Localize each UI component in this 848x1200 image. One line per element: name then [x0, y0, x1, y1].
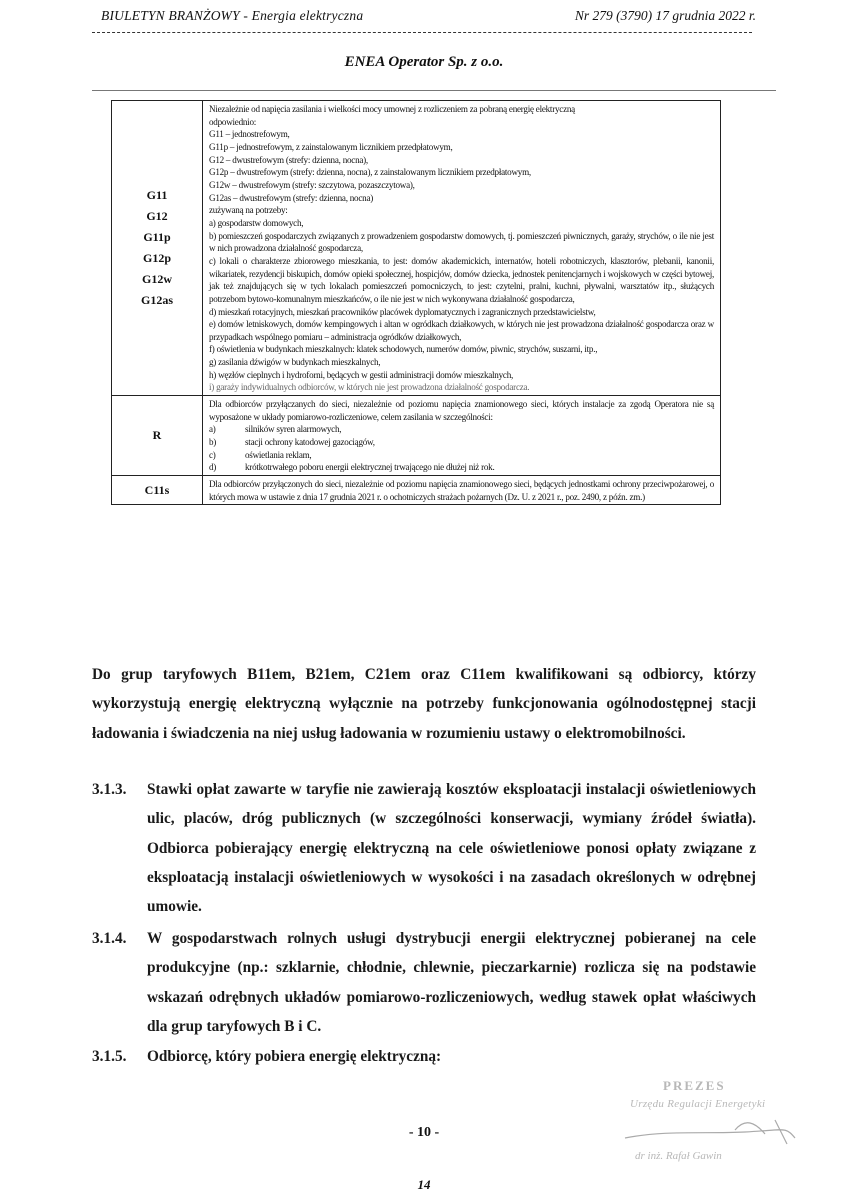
section-number: 3.1.5.	[92, 1048, 127, 1065]
list-item-text: stacji ochrony katodowej gazociągów,	[245, 437, 375, 448]
header-divider	[92, 32, 752, 33]
section-number: 3.1.3.	[92, 781, 127, 798]
usage-item: i) garaży indywidualnych odbiorców, w których nie jest prowadzona działalność gospodarcza.	[209, 382, 530, 393]
tariff-code: R	[152, 428, 162, 443]
description-line: Dla odbiorców przyłączanych do sieci, niezależnie od poziomu napięcia znamionowego sieci, których instalacje za zgodą Operatora nie są wyposażone w układy pomiarowo-rozliczeniowe, celem zasilania w szczególności:	[209, 399, 714, 422]
footer-page-number: 14	[417, 1177, 431, 1192]
usage-item: g) zasilania dźwigów w budynkach mieszkalnych,	[209, 357, 381, 368]
bulletin-title: BIULETYN BRANŻOWY - Energia elektryczna	[101, 8, 364, 23]
table-row	[112, 476, 721, 505]
section-3-1-5	[92, 1042, 756, 1071]
usage-item: d) mieszkań rotacyjnych, mieszkań pracowników placówek dyplomatycznych i zagranicznych przedstawicielstw,	[209, 306, 596, 317]
tariff-description-cell	[203, 396, 721, 476]
usage-item: a) gospodarstw domowych,	[209, 217, 304, 228]
list-item	[209, 461, 714, 474]
section-text: W gospodarstwach rolnych usługi dystrybucji energii elektrycznej pobieranej na cele produkcyjne (np.: szklarnie, chłodnie, chlewnie, pieczarkarnie) rozlicza się na podstawie wskazań odrębnych układów pomiarowo-rozliczeniowych, według stawek opłat właściwych dla grup taryfowych B i C.	[147, 930, 756, 1035]
tariff-codes-cell	[112, 101, 203, 396]
description-line: Niezależnie od napięcia zasilania i wielkości mocy umownej z rozliczeniem za pobraną energię elektryczną	[209, 104, 575, 114]
description-line: G12p – dwustrefowym (strefy: dzienna, nocna), z zainstalowanym licznikiem przedpłatowym,	[209, 167, 531, 178]
list-item-label: c)	[209, 449, 216, 460]
list-item-text: oświetlania reklam,	[245, 449, 312, 460]
tariff-code: G12	[146, 209, 168, 224]
page-number: - 10 -	[408, 1125, 440, 1140]
company-name: ENEA Operator Sp. z o.o.	[344, 54, 504, 70]
list-item-text: silników syren alarmowych,	[245, 424, 342, 435]
section-3-1-3	[92, 775, 756, 921]
section-text: Stawki opłat zawarte w taryfie nie zawierają kosztów eksploatacji instalacji oświetleniowych ulic, placów, dróg publicznych (w szczególności konserwacji, wymiany źródeł światła). Odbiorca pobierający energię elektryczną na cele oświetleniowe ponosi opłaty związane z eksploatacją instalacji oświetleniowych w wysokości i na zasadach określonych w odrębnej umowie.	[147, 781, 756, 916]
list-item-text: krótkotrwałego poboru energii elektrycznej trwającego nie dłużej niż rok.	[245, 462, 495, 473]
stamp-title: PREZES	[663, 1078, 726, 1093]
section-text: Odbiorcę, który pobiera energię elektryczną:	[147, 1048, 442, 1065]
description-line: G11p – jednostrefowym, z zainstalowanym licznikiem przedpłatowym,	[209, 141, 453, 152]
tariff-codes-cell	[112, 476, 203, 505]
table-row	[112, 396, 721, 476]
description-line: odpowiednio:	[209, 116, 257, 127]
list-item	[209, 423, 714, 436]
tariff-codes-cell	[112, 396, 203, 476]
company-divider	[92, 90, 776, 91]
list-item-label: d)	[209, 462, 217, 473]
table-row	[112, 101, 721, 396]
list-item	[209, 436, 714, 449]
tariff-code: G11p	[143, 230, 171, 245]
usage-item: e) domów letniskowych, domów kempingowych i altan w ogródkach działkowych, w których nie jest prowadzona działalność gospodarcza oraz w przypadkach wspólnego pomiaru – administracja ogródków działkowych,	[209, 319, 714, 342]
description-line: zużywaną na potrzeby:	[209, 205, 288, 216]
list-item-label: b)	[209, 437, 217, 448]
tariff-code: G11	[146, 188, 168, 203]
usage-item: h) węzłów cieplnych i hydroforni, będących w gestii administracji domów mieszkalnych,	[209, 369, 514, 380]
description-line: Dla odbiorców przyłączonych do sieci, niezależnie od poziomu napięcia znamionowego sieci, będących jednostkami ochrony przeciwpożarowej, o których mowa w ustawie z dnia 17 grudnia 2021 r. o ochotniczych strażach pożarnych (Dz. U. z 2021 r., poz. 2490, z późn. zm.)	[209, 479, 714, 502]
tariff-description-cell	[203, 476, 721, 505]
usage-item: c) lokali o charakterze zbiorowego mieszkania, to jest: domów akademickich, internatów, hoteli robotniczych, klasztorów, plebanii, kanonii, wikariatek, rezydencji biskupich, domów opieki społecznej, hospicjów, domów dziecka, jednostek penitencjarnych i wojskowych w części bytowej, jak też znajdujących się w tych lokalach pomieszczeń pomocniczych, to jest: czytelni, pralni, kuchni, pływalni, warsztatów itp., służących potrzebom bytowo-komunalnym mieszkańców, o ile nie jest w nich wykonywana działalność gospodarcza,	[209, 255, 714, 304]
stamp-signatory: dr inż. Rafał Gawin	[635, 1150, 722, 1162]
tariff-groups-table	[111, 100, 721, 505]
description-line: G12as – dwustrefowym (strefy: dzienna, nocna)	[209, 192, 374, 203]
tariff-code: G12w	[142, 272, 172, 287]
list-item	[209, 449, 714, 462]
usage-item: f) oświetlenia w budynkach mieszkalnych: klatek schodowych, numerów domów, piwnic, strychów, suszarni, itp.,	[209, 344, 598, 355]
tariff-code: G12as	[140, 293, 173, 308]
tariff-description-cell	[203, 101, 721, 396]
usage-item: b) pomieszczeń gospodarczych związanych z prowadzeniem gospodarstw domowych, tj. pomieszczeń piwnicznych, garaży, strychów, o ile nie jest w nich prowadzona działalność gospodarcza,	[209, 230, 714, 254]
issue-number-date: Nr 279 (3790) 17 grudnia 2022 r.	[574, 8, 756, 23]
section-number: 3.1.4.	[92, 930, 127, 947]
description-line: G12w – dwustrefowym (strefy: szczytowa, pozaszczytowa),	[209, 179, 415, 190]
description-line: G11 – jednostrefowym,	[209, 129, 290, 140]
tariff-code: G12p	[142, 251, 171, 266]
tariff-code: C11s	[144, 482, 170, 497]
list-item-label: a)	[209, 424, 216, 435]
section-3-1-4	[92, 924, 756, 1041]
description-line: G12 – dwustrefowym (strefy: dzienna, nocna),	[209, 154, 368, 165]
stamp-office: Urzędu Regulacji Energetyki	[630, 1098, 766, 1110]
charging-station-paragraph: Do grup taryfowych B11em, B21em, C21em oraz C11em kwalifikowani są odbiorcy, którzy wykorzystują energię elektryczną wyłącznie na potrzeby funkcjonowania ogólnodostępnej stacji ładowania i świadczenia na niej usług ładowania w rozumieniu ustawy o elektromobilności.	[92, 666, 756, 742]
